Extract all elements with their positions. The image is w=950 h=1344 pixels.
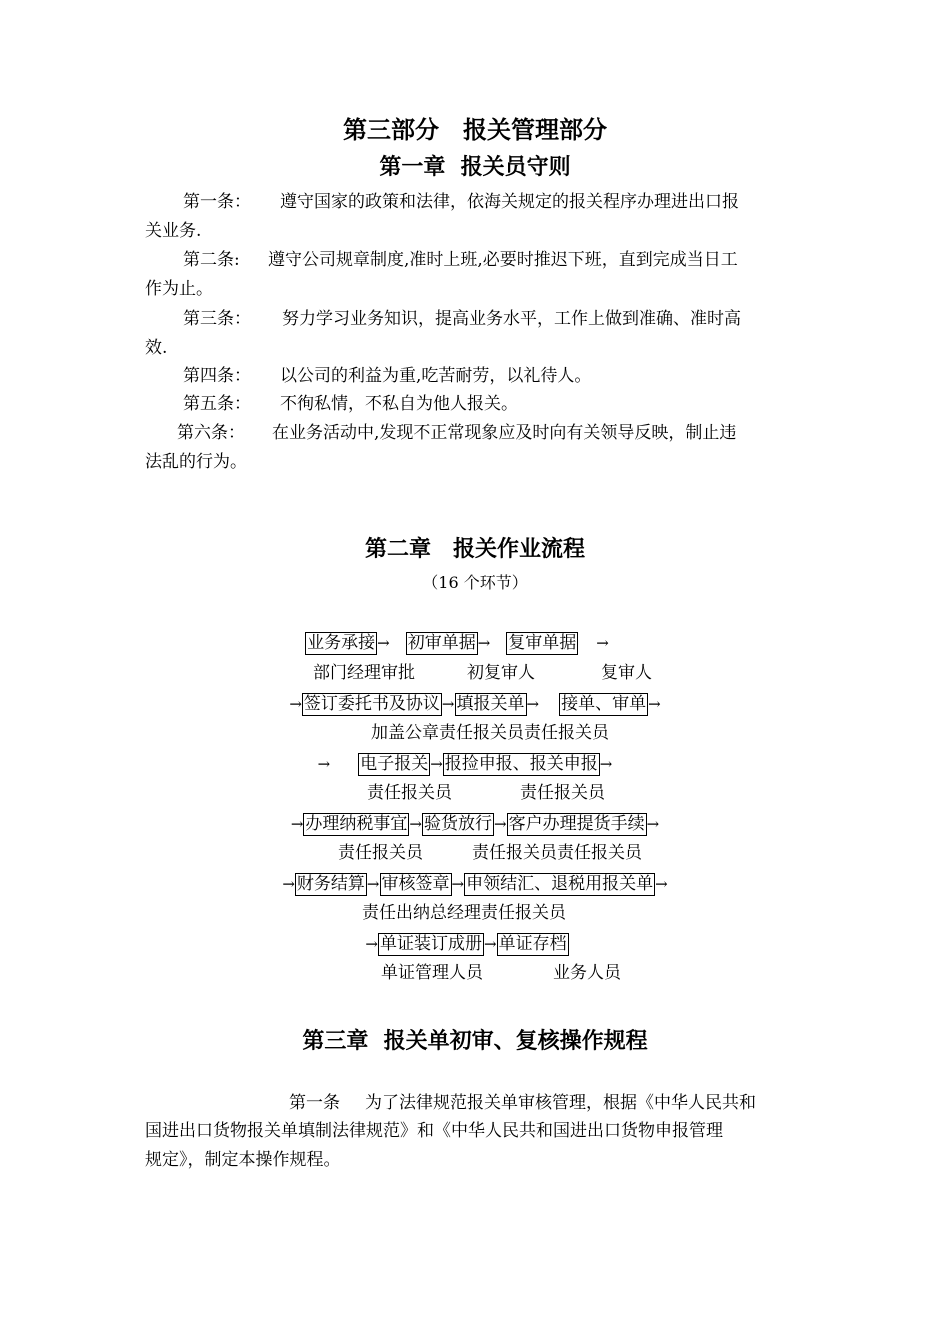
flow-step-sign-contract: 签订委托书及协议 [303,694,440,714]
flow-arrow: → [596,633,609,652]
flow-arrow: → [430,754,443,773]
article2-label: 第二条: [183,250,240,270]
flow-arrow: → [282,874,295,893]
flow-role: 初复审人 [467,663,535,683]
chapter2-title: 第二章 报关作业流程 [364,536,585,562]
flow-role: 部门经理审批 [313,663,415,683]
flow-role: 责任报关员 [338,843,423,863]
flow-arrow: → [451,874,465,893]
flow-step-initial-review: 初审单据 [407,633,476,653]
article5-text: 不徇私情，不私自为他人报关。 [280,394,518,414]
article3-label: 第三条： [183,309,251,329]
ch3-article1-label: 第一条 [289,1093,340,1113]
flow-arrow: → [290,814,304,833]
flow-step-receive-audit: 接单、审单 [561,694,647,714]
article6-text: 在业务活动中,发现不正常现象应及时向有关领导反映，制止违 [272,423,737,443]
flow-step-fill-declaration: 填报关单 [456,694,525,714]
part-title: 第三部分 报关管理部分 [343,115,607,144]
article1-cont: 关业务. [145,221,202,241]
flow-arrow: → [365,934,378,953]
flow-arrow: → [646,814,660,833]
flow-arrow: → [377,633,390,652]
flow-step-financial-settlement: 财务结算 [296,874,365,894]
flow-row-3 [0,753,940,776]
flow-row-5 [0,873,950,896]
article3-cont: 效. [145,338,168,358]
flow-step-apply-forex-tax-refund: 申领结汇、退税用报关单 [466,874,654,894]
article2-cont: 作为止。 [145,279,213,299]
flow-step-audit-seal: 审核签章 [381,874,450,894]
article2-text: 遵守公司规章制度,准时上班,必要时推迟下班，直到完成当日工 [268,250,738,270]
flow-arrow: → [441,694,455,713]
chapter1-title: 第一章 报关员守则 [379,154,571,180]
flow-role: 责任报关员责任报关员 [472,843,642,863]
flow-step-inspect-release: 验货放行 [424,814,492,834]
article1-text: 遵守国家的政策和法律，依海关规定的报关程序办理进出口报 [280,192,739,212]
flow-row-4 [0,813,950,836]
flow-arrow: → [655,874,668,893]
flow-step-inspection-declaration: 报捡申报、报关申报 [444,754,598,774]
article5-label: 第五条： [183,394,251,414]
flow-arrow: → [484,934,497,953]
flow-step-client-pickup: 客户办理提货手续 [508,814,645,834]
flow-arrow: → [599,754,613,773]
flow-role: 责任出纳总经理责任报关员 [362,903,566,923]
flow-row-2 [0,693,950,716]
chapter2-subtitle: （16 个环节） [422,573,528,592]
flow-step-business-intake: 业务承接 [307,633,376,653]
flow-role: 加盖公章责任报关员责任报关员 [371,723,609,743]
article4-label: 第四条： [183,366,251,386]
flow-role: 责任报关员 [520,783,605,803]
article6-cont: 法乱的行为。 [145,452,247,472]
flow-arrow: → [477,633,491,652]
chapter3-title: 第三章 报关单初审、复核操作规程 [302,1028,648,1054]
article1-label: 第一条： [183,192,251,212]
article3-text: 努力学习业务知识，提高业务水平，工作上做到准确、准时高 [282,309,741,329]
flow-arrow: → [409,814,422,833]
flow-step-electronic-declaration: 电子报关 [360,754,429,774]
flow-arrow: → [366,874,380,893]
flow-role: 责任报关员 [367,783,452,803]
flow-arrow: → [648,694,661,713]
flow-step-re-review: 复审单据 [508,633,577,653]
flow-role: 复审人 [601,663,652,683]
article4-text: 以公司的利益为重,吃苦耐劳，以礼待人。 [280,366,592,386]
ch3-article1-line3: 规定》，制定本操作规程。 [145,1150,341,1170]
flow-role: 单证管理人员 [381,963,483,983]
article6-label: 第六条： [177,423,245,443]
ch3-article1-line1: 为了法律规范报关单审核管理，根据《中华人民共和 [365,1093,756,1113]
flow-step-bind-documents: 单证装订成册 [380,934,482,954]
ch3-article1-line2: 国进出口货物报关单填制法律规范》和《中华人民共和国进出口货物申报管理 [145,1121,723,1141]
flow-step-archive-documents: 单证存档 [498,934,567,954]
flow-arrow: → [289,694,302,713]
flow-row-1 [0,632,932,655]
flow-role: 业务人员 [553,963,621,983]
flow-arrow: → [526,694,540,713]
flow-arrow: → [317,754,331,773]
flow-arrow: → [494,814,507,833]
flow-step-pay-tax: 办理纳税事宜 [305,814,408,834]
flow-row-6 [0,933,942,956]
